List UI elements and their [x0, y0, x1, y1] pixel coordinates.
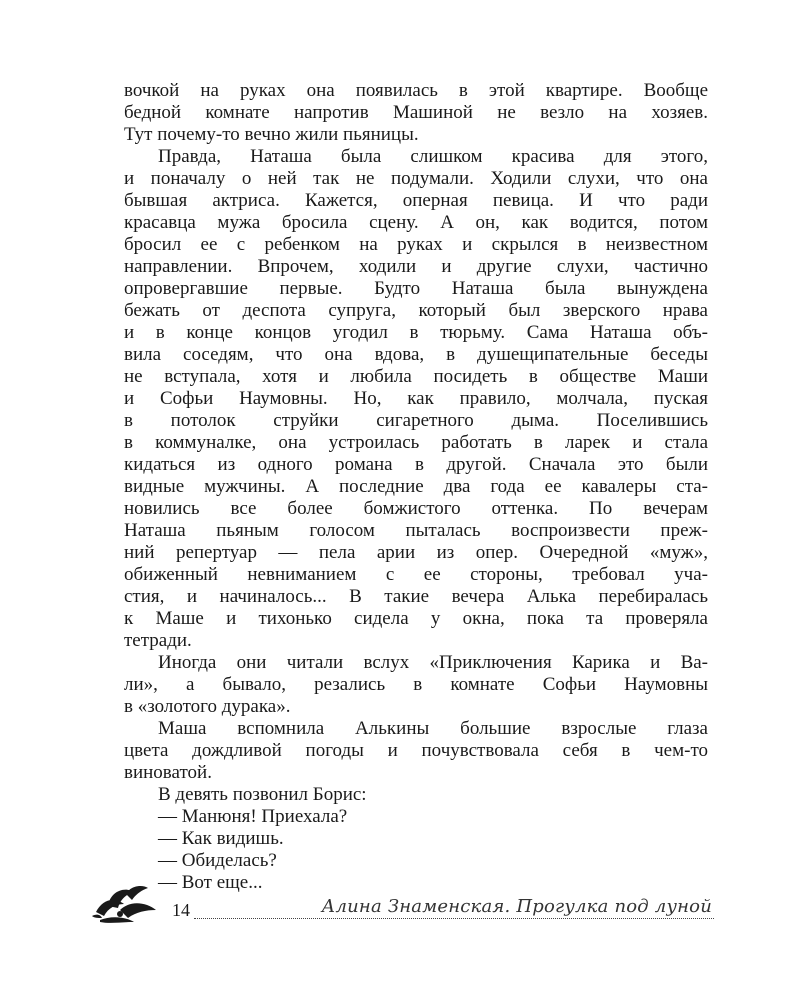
text-line: в коммуналке, она устроилась работать в ларек и стала: [124, 432, 708, 453]
text-line: В девять позвонил Борис:: [158, 784, 367, 805]
text-line: и поначалу о ней так не подумали. Ходили слухи, что она: [124, 168, 708, 189]
floral-ornament-icon: [90, 882, 160, 924]
text-line: — Вот еще...: [158, 872, 263, 893]
text-line: бросил ее с ребенком на руках и скрылся в неизвестном: [124, 234, 708, 255]
text-line: и в конце концов угодил в тюрьму. Сама Наташа объ-: [124, 322, 708, 343]
text-line: бывшая актриса. Кажется, оперная певица. И что ради: [124, 190, 708, 211]
text-line: Правда, Наташа была слишком красива для этого,: [158, 146, 708, 167]
text-line: не вступала, хотя и любила посидеть в обществе Маши: [124, 366, 708, 387]
page-footer: [90, 880, 718, 930]
text-line: к Маше и тихонько сидела у окна, пока та проверяла: [124, 608, 708, 629]
text-line: тетради.: [124, 630, 192, 651]
text-line: бежать от деспота супруга, который был зверского нрава: [124, 300, 708, 321]
page-number: 14: [172, 900, 190, 920]
text-line: вила соседям, что она вдова, в душещипательные беседы: [124, 344, 708, 365]
text-line: — Как видишь.: [158, 828, 284, 849]
page-body: [124, 80, 708, 894]
text-line: красавца мужа бросила сцену. А он, как водится, потом: [124, 212, 708, 233]
text-line: — Манюня! Приехала?: [158, 806, 348, 827]
text-line: кидаться из одного романа в другой. Сначала это были: [124, 454, 708, 475]
text-line: ли», а бывало, резались в комнате Софьи Наумовны: [124, 674, 708, 695]
text-line: вочкой на руках она появилась в этой квартире. Вообще: [124, 80, 708, 101]
text-line: новились все более бомжистого оттенка. По вечерам: [124, 498, 708, 519]
text-line: стия, и начиналось... В такие вечера Алька перебиралась: [124, 586, 708, 607]
text-line: в «золотого дурака».: [124, 696, 291, 717]
text-line: ний репертуар — пела арии из опер. Очередной «муж»,: [124, 542, 708, 563]
text-line: виноватой.: [124, 762, 212, 783]
text-line: бедной комнате напротив Машиной не везло на хозяев.: [124, 102, 708, 123]
text-line: — Обиделась?: [158, 850, 277, 871]
text-line: Тут почему-то вечно жили пьяницы.: [124, 124, 419, 145]
text-line: в потолок струйки сигаретного дыма. Поселившись: [124, 410, 708, 431]
text-line: цвета дождливой погоды и почувствовала себя в чем-то: [124, 740, 708, 761]
text-line: обиженный невниманием с ее стороны, требовал уча-: [124, 564, 708, 585]
text-line: направлении. Впрочем, ходили и другие слухи, частично: [124, 256, 708, 277]
text-line: Маша вспомнила Алькины большие взрослые глаза: [158, 718, 708, 739]
footer-dotted-rule: [194, 918, 714, 919]
text-line: и Софьи Наумовны. Но, как правило, молчала, пуская: [124, 388, 708, 409]
text-line: видные мужчины. А последние два года ее кавалеры ста-: [124, 476, 708, 497]
running-title: Алина Знаменская. Прогулка под луной: [321, 896, 712, 917]
text-line: Наташа пьяным голосом пыталась воспроизвести преж-: [124, 520, 708, 541]
text-line: опровергавшие первые. Будто Наташа была вынуждена: [124, 278, 708, 299]
text-line: Иногда они читали вслух «Приключения Карика и Ва-: [158, 652, 708, 673]
